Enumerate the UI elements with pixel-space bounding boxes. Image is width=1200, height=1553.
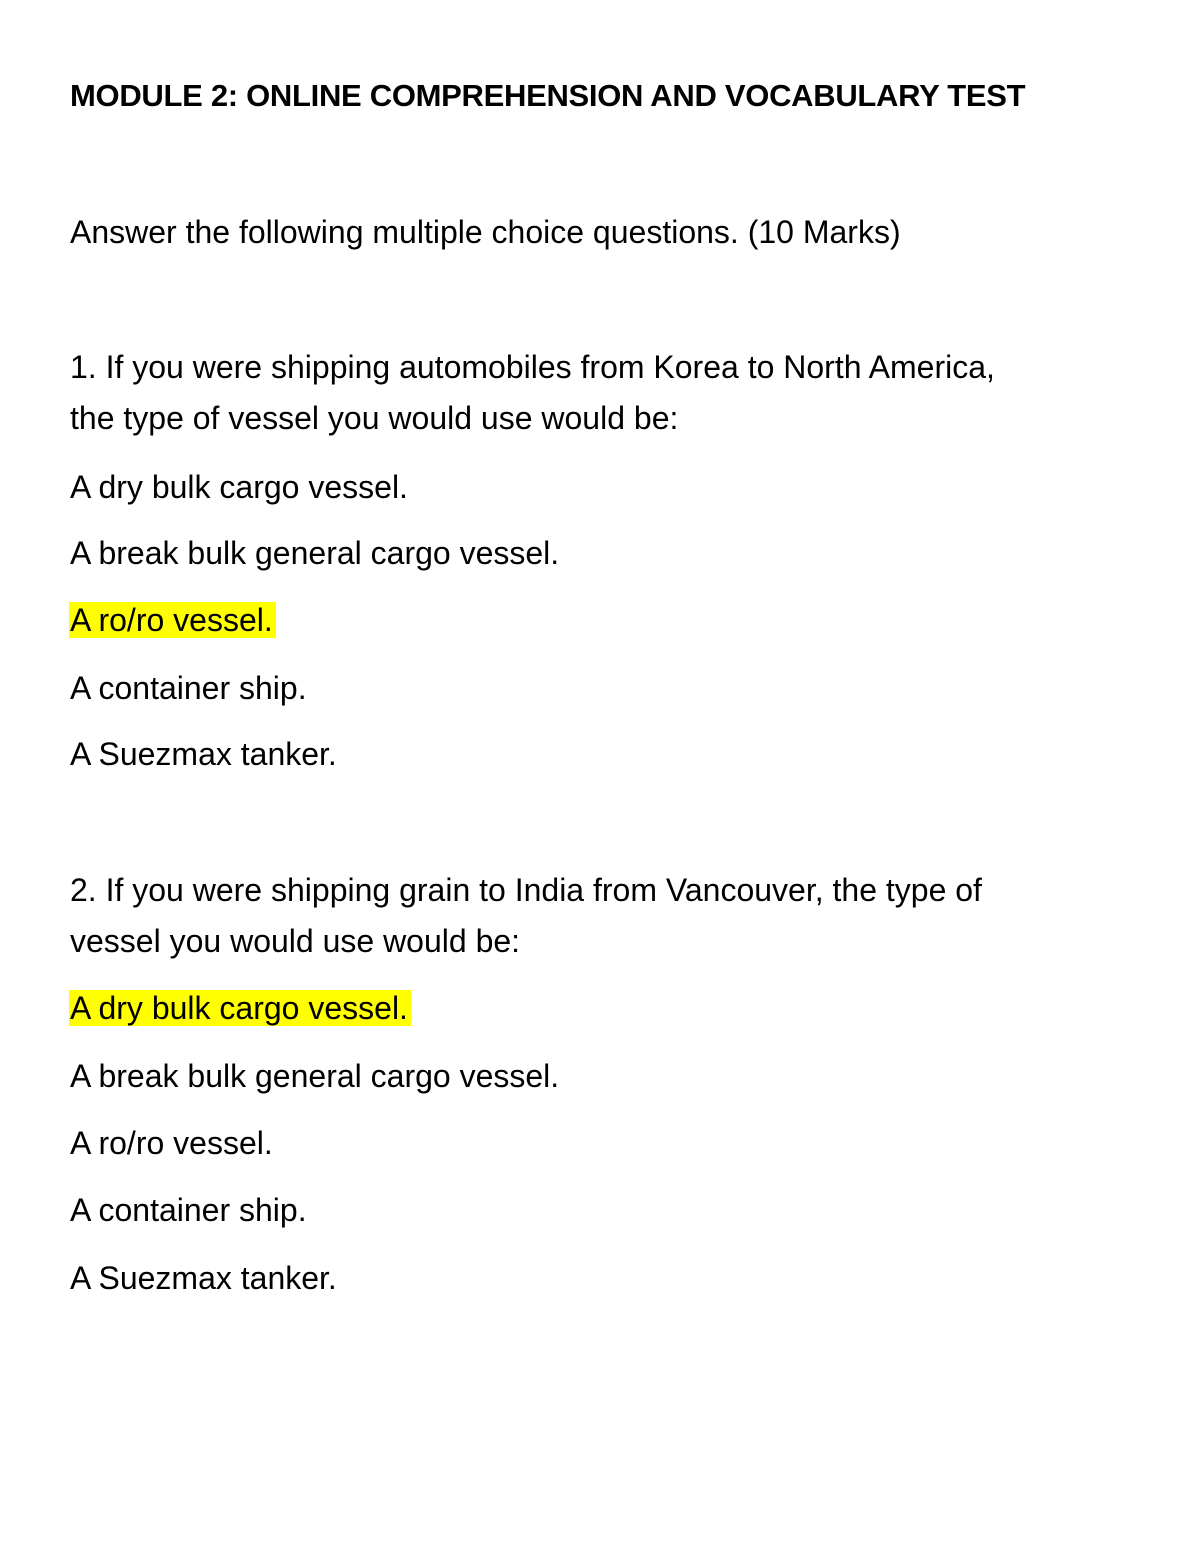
- question-2-option-4: [70, 1190, 307, 1230]
- option-text: A break bulk general cargo vessel.: [70, 535, 560, 571]
- highlighted-answer: A ro/ro vessel.: [69, 602, 276, 638]
- instructions-text: Answer the following multiple choice questions. (10 Marks): [70, 214, 901, 250]
- option-text: A dry bulk cargo vessel.: [70, 469, 408, 505]
- question-2-option-3: [70, 1123, 273, 1163]
- highlighted-answer: A dry bulk cargo vessel.: [69, 990, 411, 1026]
- question-2-option-2: [70, 1056, 559, 1096]
- question-2-option-1-highlighted: [70, 988, 411, 1028]
- option-text: A Suezmax tanker.: [70, 736, 337, 772]
- question-2-stem-line-2: vessel you would use would be:: [70, 923, 521, 959]
- option-text: A ro/ro vessel.: [70, 1125, 273, 1161]
- question-2-option-5: [70, 1258, 337, 1298]
- option-text: A container ship.: [70, 1192, 307, 1228]
- question-1-stem-line-1: 1. If you were shipping automobiles from Korea to North America,: [70, 349, 995, 385]
- question-1-option-4: [70, 668, 307, 708]
- option-text: A break bulk general cargo vessel.: [70, 1058, 560, 1094]
- option-text: A container ship.: [70, 670, 307, 706]
- question-1-option-1: [70, 467, 408, 507]
- question-1-option-3-highlighted: [70, 600, 276, 640]
- option-text: A Suezmax tanker.: [70, 1260, 337, 1296]
- question-1-option-2: [70, 533, 559, 573]
- question-1-option-5: [70, 734, 337, 774]
- page-title: MODULE 2: ONLINE COMPREHENSION AND VOCABULARY TEST: [70, 78, 1026, 113]
- question-2-stem-line-1: 2. If you were shipping grain to India from Vancouver, the type of: [70, 872, 982, 908]
- question-1-stem-line-2: the type of vessel you would use would be:: [70, 400, 679, 436]
